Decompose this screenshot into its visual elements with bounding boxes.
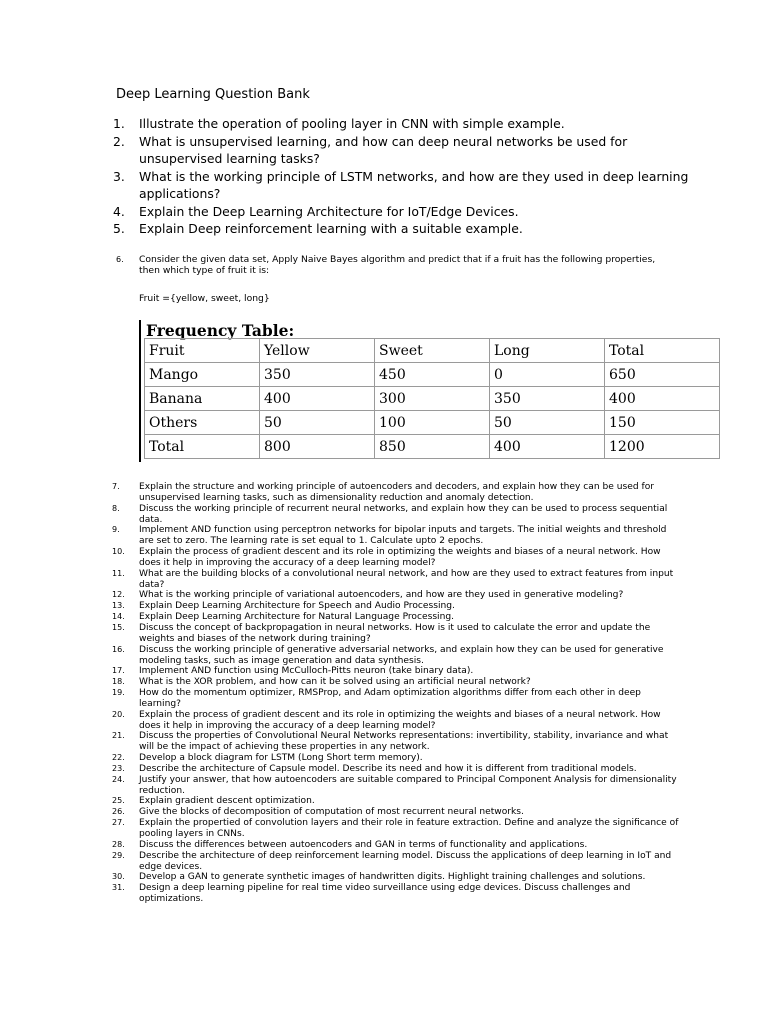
question-text: Discuss the working principle of recurrent neural networks, and explain how they can be used to process sequential data. bbox=[139, 503, 668, 525]
question-number: 27. bbox=[112, 818, 125, 828]
question-number: 16. bbox=[112, 644, 125, 654]
question-text: Implement AND function using perceptron networks for bipolar inputs and targets. The initial weights and threshold are set to zero. The learning rate is set equal to 1. Calculate upto 2 epochs. bbox=[139, 525, 667, 547]
list-item bbox=[112, 666, 680, 677]
question-number: 21. bbox=[112, 731, 125, 741]
question-text: Consider the given data set, Apply Naive Bayes algorithm and predict that if a fruit has the following properties, then which type of fruit it is: bbox=[139, 254, 656, 276]
list-item bbox=[112, 775, 680, 797]
list-item bbox=[113, 203, 693, 221]
question-text: What are the building blocks of a convolutional neural network, and how are they used to extract features from input data? bbox=[139, 568, 674, 590]
list-item bbox=[112, 504, 680, 526]
frequency-table-title: Frequency Table: bbox=[146, 321, 295, 340]
question-number: 25. bbox=[112, 796, 125, 806]
table-cell: 400 bbox=[260, 387, 375, 411]
table-cell: Long bbox=[490, 339, 605, 363]
question-text: How do the momentum optimizer, RMSProp, and Adam optimization algorithms differ from each other in deep learning? bbox=[139, 688, 641, 709]
list-item bbox=[112, 818, 680, 840]
list-item bbox=[112, 796, 680, 807]
question-number: 10. bbox=[112, 547, 125, 557]
question-text: What is unsupervised learning, and how can deep neural networks be used for unsupervised learning tasks? bbox=[139, 133, 628, 166]
table-cell: 400 bbox=[490, 435, 605, 459]
question-text: Describe the architecture of deep reinforcement learning model. Discuss the applications of deep learning in IoT and edge devices. bbox=[139, 850, 672, 872]
list-item bbox=[112, 645, 680, 667]
question-number: 5. bbox=[113, 221, 125, 236]
question-text: Explain the Deep Learning Architecture for IoT/Edge Devices. bbox=[139, 203, 519, 219]
document-title: Deep Learning Question Bank bbox=[116, 87, 310, 102]
question-number: 26. bbox=[112, 807, 125, 817]
question-text: Explain the process of gradient descent and its role in optimizing the weights and biases of a neural network. How does it help in improving the accuracy of a deep learning model? bbox=[139, 547, 661, 568]
question-text: Explain Deep Learning Architecture for Natural Language Processing. bbox=[139, 612, 455, 623]
table-cell: 450 bbox=[375, 363, 490, 387]
question-number: 14. bbox=[112, 612, 125, 622]
question-text: What is the working principle of variational autoencoders, and how are they used in generative modeling? bbox=[139, 590, 624, 601]
question-text: What is the XOR problem, and how can it be solved using an artificial neural network? bbox=[139, 677, 531, 688]
table-cell: Total bbox=[605, 339, 720, 363]
list-item bbox=[113, 220, 693, 238]
question-number: 13. bbox=[112, 601, 125, 611]
question-number: 8. bbox=[112, 503, 120, 513]
question-text: Explain the process of gradient descent and its role in optimizing the weights and biases of a neural network. How does it help in improving the accuracy of a deep learning model? bbox=[139, 709, 661, 731]
table-cell: Banana bbox=[145, 387, 260, 411]
table-cell: Mango bbox=[145, 363, 260, 387]
list-item bbox=[113, 168, 693, 203]
table-cell: Total bbox=[145, 435, 260, 459]
question-text: Give the blocks of decomposition of computation of most recurrent neural networks. bbox=[139, 807, 524, 818]
question-number: 24. bbox=[112, 774, 125, 784]
list-item bbox=[112, 677, 680, 688]
question-number: 22. bbox=[112, 753, 125, 763]
list-item bbox=[112, 601, 680, 612]
question-text: Explain gradient descent optimization. bbox=[139, 796, 315, 807]
question-text: Explain the propertied of convolution layers and their role in feature extraction. Define and analyze the significance of pooling layers in CNNs. bbox=[139, 818, 679, 839]
table-cell: Yellow bbox=[260, 339, 375, 363]
table-row bbox=[145, 387, 720, 411]
question-number: 15. bbox=[112, 622, 125, 632]
question-number: 7. bbox=[112, 482, 120, 491]
list-item bbox=[112, 547, 680, 569]
question-number: 4. bbox=[113, 203, 125, 219]
question-number: 23. bbox=[112, 763, 125, 773]
list-item bbox=[112, 525, 680, 547]
list-item bbox=[112, 612, 680, 623]
question-text: Design a deep learning pipeline for real time video surveillance using edge devices. Discuss challenges and optimizations. bbox=[139, 883, 631, 905]
question-number: 11. bbox=[112, 568, 125, 578]
more-question-list bbox=[112, 482, 680, 905]
question-number: 3. bbox=[113, 168, 125, 184]
table-cell: 300 bbox=[375, 387, 490, 411]
table-cell: 850 bbox=[375, 435, 490, 459]
table-row bbox=[145, 435, 720, 459]
list-item bbox=[112, 688, 680, 710]
table-cell: 50 bbox=[490, 411, 605, 435]
question-text: Develop a block diagram for LSTM (Long Short term memory). bbox=[139, 753, 423, 764]
question-text: Justify your answer, that how autoencoders are suitable compared to Principal Component Analysis for dimensionality reduction. bbox=[139, 774, 677, 796]
list-item bbox=[112, 883, 680, 905]
question-number: 28. bbox=[112, 839, 125, 849]
question-number: 1. bbox=[113, 116, 125, 131]
list-item bbox=[112, 590, 680, 601]
question-text: Explain Deep Learning Architecture for Speech and Audio Processing. bbox=[139, 601, 455, 612]
list-item bbox=[113, 115, 693, 133]
question-text: Illustrate the operation of pooling layer in CNN with simple example. bbox=[139, 116, 565, 131]
question-text: Discuss the properties of Convolutional Neural Networks representations: invertibility, stability, invariance and what will be the impact of achieving these properties in any network. bbox=[139, 731, 669, 753]
question-number: 31. bbox=[112, 883, 125, 893]
list-item bbox=[112, 764, 680, 775]
table-row bbox=[145, 363, 720, 387]
list-item bbox=[112, 851, 680, 873]
frequency-table bbox=[144, 338, 720, 459]
table-row bbox=[145, 339, 720, 363]
table-cell: 50 bbox=[260, 411, 375, 435]
list-item bbox=[112, 569, 680, 591]
table-row bbox=[145, 411, 720, 435]
table-cell: 800 bbox=[260, 435, 375, 459]
question-text: Explain the structure and working principle of autoencoders and decoders, and explain how they can be used for unsupervised learning tasks, such as dimensionality reduction and anomaly detection. bbox=[139, 482, 655, 503]
table-cell: 1200 bbox=[605, 435, 720, 459]
table-cell: Others bbox=[145, 411, 260, 435]
table-cell: Sweet bbox=[375, 339, 490, 363]
list-item bbox=[112, 807, 680, 818]
frequency-table-figure bbox=[139, 320, 721, 462]
list-item bbox=[112, 753, 680, 764]
question-number: 30. bbox=[112, 872, 125, 882]
list-item bbox=[112, 623, 680, 645]
table-cell: 350 bbox=[490, 387, 605, 411]
table-cell: 400 bbox=[605, 387, 720, 411]
table-cell: 100 bbox=[375, 411, 490, 435]
table-cell: 0 bbox=[490, 363, 605, 387]
list-item bbox=[112, 731, 680, 753]
question-number: 19. bbox=[112, 688, 125, 698]
question-number: 6. bbox=[116, 255, 124, 264]
main-question-list bbox=[113, 115, 693, 238]
question-text: Develop a GAN to generate synthetic images of handwritten digits. Highlight training challenges and solutions. bbox=[139, 872, 646, 883]
question-text: Implement AND function using McCulloch-Pitts neuron (take binary data). bbox=[139, 666, 474, 677]
question-number: 17. bbox=[112, 666, 125, 676]
question-number: 9. bbox=[112, 525, 120, 535]
question-text: Discuss the working principle of generative adversarial networks, and explain how they can be used for generative modeling tasks, such as image generation and data synthesis. bbox=[139, 644, 664, 666]
question-number: 18. bbox=[112, 677, 125, 687]
question-text: Discuss the differences between autoencoders and GAN in terms of functionality and applications. bbox=[139, 839, 588, 850]
question-text: What is the working principle of LSTM networks, and how are they used in deep learning applications? bbox=[139, 168, 689, 201]
table-cell: 650 bbox=[605, 363, 720, 387]
question-6 bbox=[116, 255, 676, 277]
list-item bbox=[112, 840, 680, 851]
question-number: 29. bbox=[112, 850, 125, 860]
question-text: Discuss the concept of backpropagation in neural networks. How is it used to calculate the error and update the weights and biases of the network during training? bbox=[139, 622, 651, 644]
list-item bbox=[112, 710, 680, 732]
table-cell: Fruit bbox=[145, 339, 260, 363]
list-item bbox=[112, 482, 680, 504]
question-text: Explain Deep reinforcement learning with a suitable example. bbox=[139, 221, 523, 236]
list-item bbox=[112, 872, 680, 883]
question-text: Describe the architecture of Capsule model. Describe its need and how it is different from traditional models. bbox=[139, 763, 637, 774]
question-number: 12. bbox=[112, 590, 125, 600]
table-cell: 150 bbox=[605, 411, 720, 435]
list-item bbox=[113, 133, 693, 168]
table-cell: 350 bbox=[260, 363, 375, 387]
question-number: 20. bbox=[112, 709, 125, 719]
fruit-properties: Fruit ={yellow, sweet, long} bbox=[139, 293, 270, 304]
question-number: 2. bbox=[113, 133, 125, 149]
